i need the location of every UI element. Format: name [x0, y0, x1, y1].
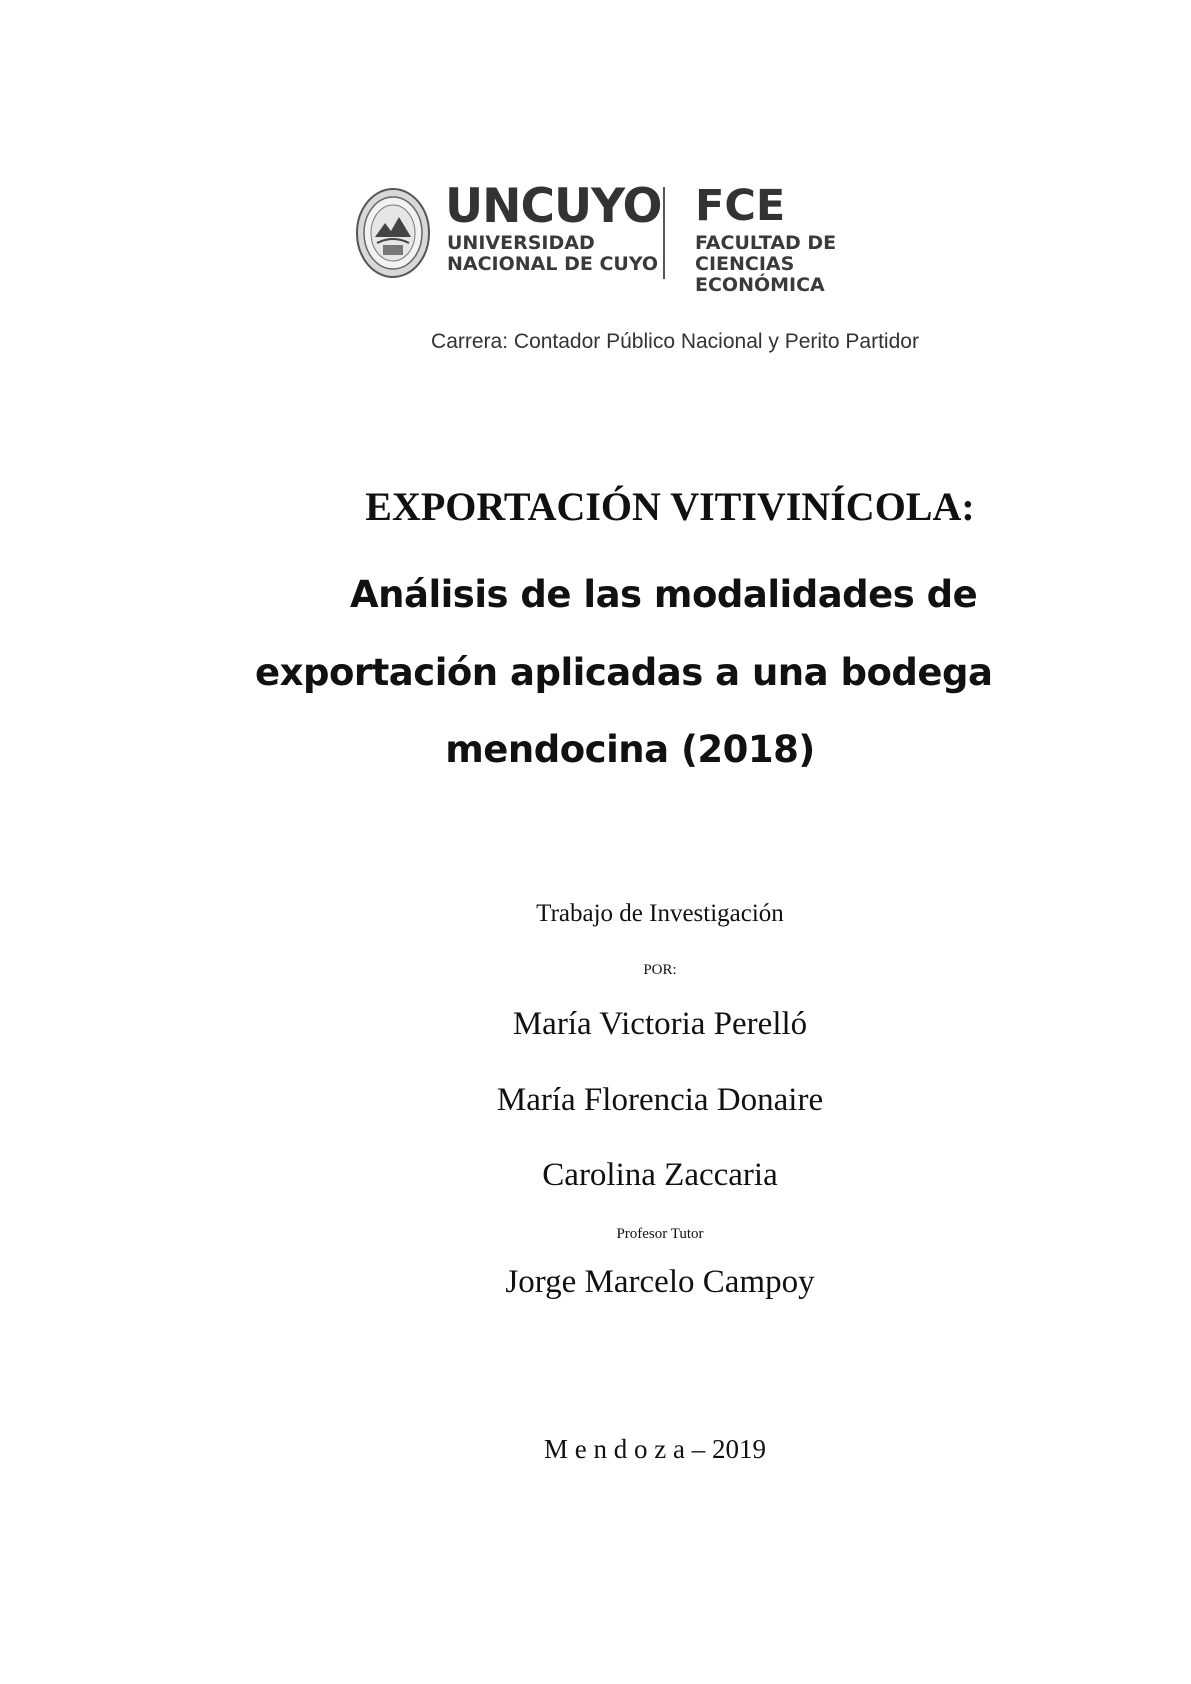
logo-subtitle-line2: NACIONAL DE CUYO [447, 253, 659, 275]
author-name: María Victoria Perelló [512, 1006, 808, 1042]
subtitle-line-1: Análisis de las modalidades de [350, 573, 978, 616]
university-logo [355, 179, 915, 296]
logo-subtitle [447, 233, 658, 275]
subtitle-line-2: exportación aplicadas a una bodega [255, 651, 993, 694]
document-title: EXPORTACIÓN VITIVINÍCOLA: [365, 484, 975, 529]
subtitle-line-3: mendocina (2018) [445, 728, 815, 771]
logo-wordmark: UNCUYO [445, 179, 662, 234]
university-seal-icon [355, 187, 431, 279]
career-label: Carrera: Contador Público Nacional y Perito Partidor [431, 330, 919, 353]
author-name: María Florencia Donaire [496, 1082, 824, 1118]
tutor-name: Jorge Marcelo Campoy [505, 1264, 815, 1300]
logo-subtitle-line1: UNIVERSIDAD [447, 232, 595, 254]
faculty-wordmark: FCE [695, 181, 786, 231]
tutor-label: Profesor Tutor [616, 1226, 704, 1242]
work-type: Trabajo de Investigación [536, 900, 784, 927]
by-label: POR: [643, 962, 677, 978]
faculty-subtitle-line1: FACULTAD DE [695, 232, 837, 254]
faculty-subtitle [695, 233, 915, 296]
place-and-year: M e n d o z a – 2019 [544, 1434, 766, 1464]
faculty-subtitle-line2: CIENCIAS ECONÓMICA [695, 253, 825, 296]
author-name: Carolina Zaccaria [542, 1157, 778, 1193]
logo-divider [663, 187, 665, 279]
